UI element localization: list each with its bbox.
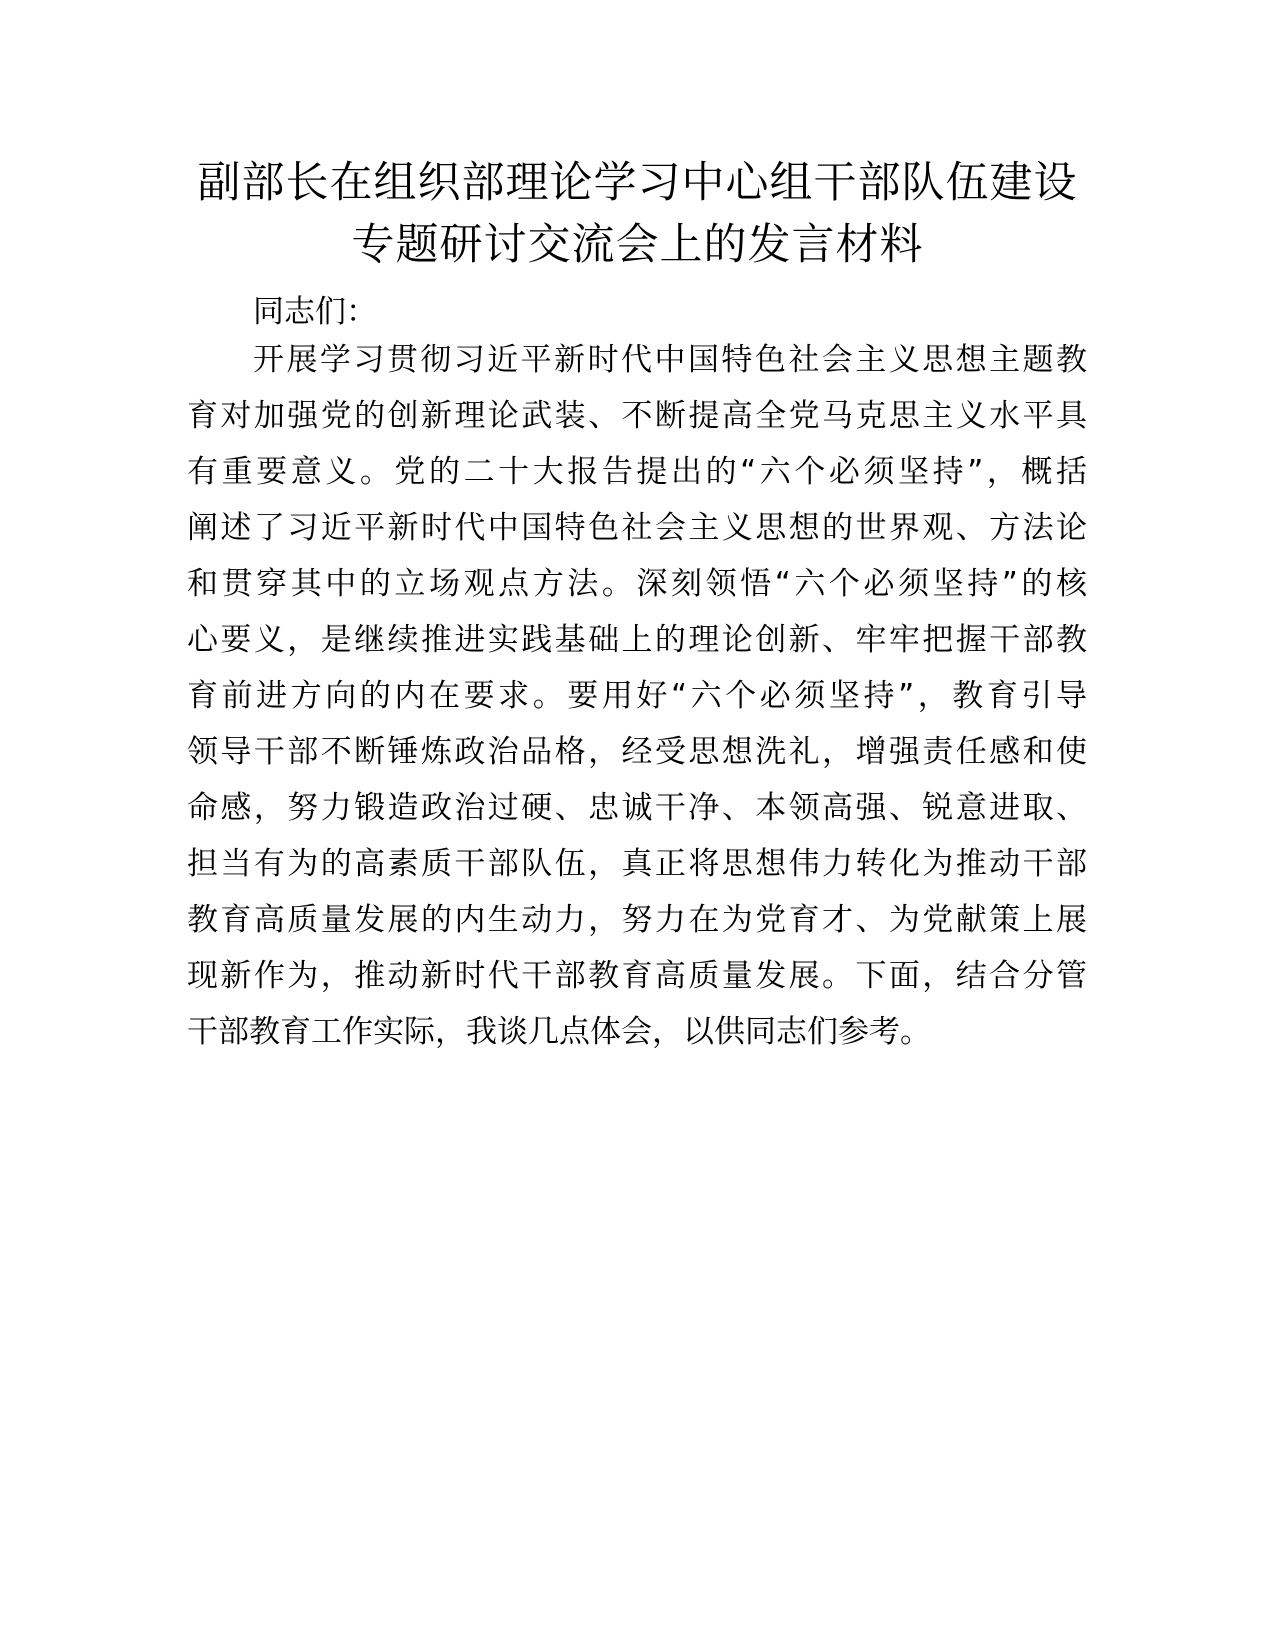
body-line-7: 育前进方向的内在要求。要用好“六个必须坚持”，教育引导: [187, 678, 1087, 714]
salutation: 同志们：: [253, 294, 377, 330]
body-line-5: 和贯穿其中的立场观点方法。深刻领悟“六个必须坚持”的核: [187, 566, 1087, 602]
body-line-11: 教育高质量发展的内生动力，努力在为党育才、为党献策上展: [187, 902, 1087, 938]
body-line-9: 命感，努力锻造政治过硬、忠诚干净、本领高强、锐意进取、: [187, 790, 1087, 826]
body-line-4: 阐述了习近平新时代中国特色社会主义思想的世界观、方法论: [187, 510, 1087, 546]
body-line-2: 育对加强党的创新理论武装、不断提高全党马克思主义水平具: [187, 398, 1087, 434]
body-line-1: 开展学习贯彻习近平新时代中国特色社会主义思想主题教: [253, 342, 1087, 378]
body-line-12: 现新作为，推动新时代干部教育高质量发展。下面，结合分管: [187, 958, 1087, 994]
document-title-line-1: 副部长在组织部理论学习中心组干部队伍建设: [197, 158, 1078, 208]
body-line-8: 领导干部不断锤炼政治品格，经受思想洗礼，增强责任感和使: [187, 734, 1087, 770]
body-line-10: 担当有为的高素质干部队伍，真正将思想伟力转化为推动干部: [187, 846, 1087, 882]
document-title-line-2: 专题研讨交流会上的发言材料: [351, 220, 924, 270]
body-line-13: 干部教育工作实际，我谈几点体会，以供同志们参考。: [187, 1014, 931, 1050]
body-line-3: 有重要意义。党的二十大报告提出的“六个必须坚持”，概括: [187, 454, 1087, 490]
body-line-6: 心要义，是继续推进实践基础上的理论创新、牢牢把握干部教: [187, 622, 1087, 658]
